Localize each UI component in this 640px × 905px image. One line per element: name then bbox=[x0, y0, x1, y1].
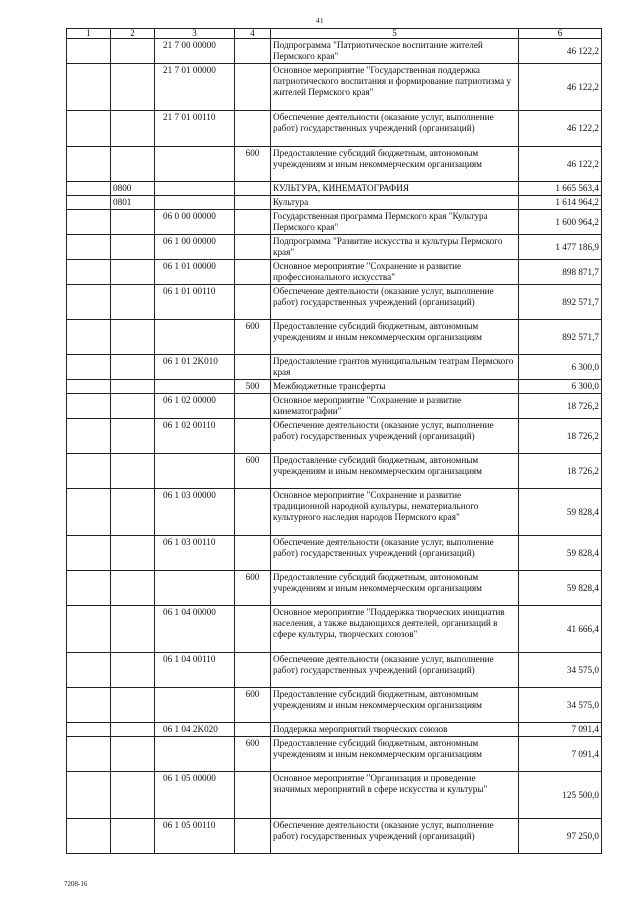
expense-type-cell bbox=[235, 285, 271, 320]
subsection-code-cell bbox=[111, 772, 155, 819]
amount-cell: 898 871,7 bbox=[519, 260, 602, 285]
target-article-cell bbox=[155, 182, 235, 196]
table-row bbox=[67, 571, 602, 606]
subsection-code-cell bbox=[111, 235, 155, 260]
table-row bbox=[67, 394, 602, 419]
amount-cell: 41 666,4 bbox=[519, 606, 602, 653]
target-article-cell: 06 1 00 00000 bbox=[155, 235, 235, 260]
section-cell bbox=[67, 489, 111, 536]
expense-type-cell bbox=[235, 355, 271, 380]
subsection-code-cell bbox=[111, 606, 155, 653]
description-cell: Основное мероприятие "Сохранение и развитие профессионального искусства" bbox=[271, 260, 519, 285]
description-cell: Обеспечение деятельности (оказание услуг, выполнение работ) государственных учреждений (организаций) bbox=[271, 653, 519, 688]
expense-type-cell bbox=[235, 64, 271, 111]
table-row bbox=[67, 39, 602, 64]
section-cell bbox=[67, 688, 111, 723]
subsection-code-cell bbox=[111, 454, 155, 489]
table-row bbox=[67, 380, 602, 394]
description-cell: Предоставление субсидий бюджетным, автономным учреждениям и иным некоммерческим организациям bbox=[271, 147, 519, 182]
subsection-code-cell bbox=[111, 653, 155, 688]
table-row bbox=[67, 536, 602, 571]
subsection-code-cell bbox=[111, 419, 155, 454]
section-cell bbox=[67, 454, 111, 489]
description-cell: Обеспечение деятельности (оказание услуг, выполнение работ) государственных учреждений (организаций) bbox=[271, 536, 519, 571]
subsection-code-cell bbox=[111, 320, 155, 355]
section-cell bbox=[67, 355, 111, 380]
subsection-code-cell bbox=[111, 260, 155, 285]
subsection-code-cell: 0801 bbox=[111, 196, 155, 210]
table-row bbox=[67, 653, 602, 688]
section-cell bbox=[67, 571, 111, 606]
amount-cell: 34 575,0 bbox=[519, 688, 602, 723]
header-col-6: 6 bbox=[519, 29, 602, 39]
section-cell bbox=[67, 147, 111, 182]
table-row bbox=[67, 688, 602, 723]
subsection-code-cell bbox=[111, 285, 155, 320]
description-cell: Основное мероприятие "Поддержка творческих инициатив населения, а также выдающихся деятелей, организаций в сфере культуры, творческих союзов" bbox=[271, 606, 519, 653]
table-row bbox=[67, 355, 602, 380]
expense-type-cell: 600 bbox=[235, 147, 271, 182]
section-cell bbox=[67, 653, 111, 688]
amount-cell: 7 091,4 bbox=[519, 723, 602, 737]
table-row bbox=[67, 111, 602, 147]
target-article-cell bbox=[155, 737, 235, 772]
table-row bbox=[67, 285, 602, 320]
header-row bbox=[67, 29, 602, 39]
target-article-cell: 06 1 04 2K020 bbox=[155, 723, 235, 737]
target-article-cell bbox=[155, 196, 235, 210]
expense-type-cell bbox=[235, 210, 271, 235]
expense-type-cell bbox=[235, 394, 271, 419]
section-cell bbox=[67, 819, 111, 854]
target-article-cell: 06 1 01 2K010 bbox=[155, 355, 235, 380]
table-row bbox=[67, 210, 602, 235]
description-cell: Межбюджетные трансферты bbox=[271, 380, 519, 394]
subsection-code-cell bbox=[111, 210, 155, 235]
section-cell bbox=[67, 260, 111, 285]
description-cell: Обеспечение деятельности (оказание услуг, выполнение работ) государственных учреждений (организаций) bbox=[271, 285, 519, 320]
table-row bbox=[67, 320, 602, 355]
expense-type-cell bbox=[235, 653, 271, 688]
expense-type-cell bbox=[235, 772, 271, 819]
expense-type-cell bbox=[235, 196, 271, 210]
description-cell: Подпрограмма "Патриотическое воспитание жителей Пермского края" bbox=[271, 39, 519, 64]
amount-cell: 125 500,0 bbox=[519, 772, 602, 819]
description-cell: Предоставление субсидий бюджетным, автономным учреждениям и иным некоммерческим организациям bbox=[271, 320, 519, 355]
target-article-cell bbox=[155, 147, 235, 182]
expense-type-cell bbox=[235, 39, 271, 64]
table-row bbox=[67, 64, 602, 111]
description-cell: Основное мероприятие "Сохранение и развитие традиционной народной культуры, нематериального культурного наследия народов Пермского края" bbox=[271, 489, 519, 536]
header-col-5: 5 bbox=[271, 29, 519, 39]
expense-type-cell bbox=[235, 111, 271, 147]
target-article-cell: 06 1 04 00110 bbox=[155, 653, 235, 688]
table-row bbox=[67, 260, 602, 285]
table-row bbox=[67, 196, 602, 210]
budget-table bbox=[66, 28, 602, 854]
description-cell: Поддержка мероприятий творческих союзов bbox=[271, 723, 519, 737]
amount-cell: 97 250,0 bbox=[519, 819, 602, 854]
expense-type-cell bbox=[235, 489, 271, 536]
amount-cell: 46 122,2 bbox=[519, 111, 602, 147]
amount-cell: 46 122,2 bbox=[519, 64, 602, 111]
subsection-code-cell: 0800 bbox=[111, 182, 155, 196]
expense-type-cell: 600 bbox=[235, 737, 271, 772]
footer-code: 7208-16 bbox=[64, 880, 88, 888]
page-number: 41 bbox=[316, 17, 324, 25]
target-article-cell bbox=[155, 380, 235, 394]
subsection-code-cell bbox=[111, 355, 155, 380]
description-cell: Государственная программа Пермского края "Культура Пермского края" bbox=[271, 210, 519, 235]
amount-cell: 7 091,4 bbox=[519, 737, 602, 772]
description-cell: Предоставление субсидий бюджетным, автономным учреждениям и иным некоммерческим организациям bbox=[271, 737, 519, 772]
target-article-cell: 06 1 01 00110 bbox=[155, 285, 235, 320]
subsection-code-cell bbox=[111, 380, 155, 394]
amount-cell: 18 726,2 bbox=[519, 454, 602, 489]
section-cell bbox=[67, 723, 111, 737]
description-cell: Предоставление субсидий бюджетным, автономным учреждениям и иным некоммерческим организациям bbox=[271, 571, 519, 606]
table-row bbox=[67, 147, 602, 182]
subsection-code-cell bbox=[111, 571, 155, 606]
section-cell bbox=[67, 64, 111, 111]
section-cell bbox=[67, 39, 111, 64]
table-row bbox=[67, 737, 602, 772]
amount-cell: 892 571,7 bbox=[519, 320, 602, 355]
amount-cell: 59 828,4 bbox=[519, 571, 602, 606]
target-article-cell: 06 1 03 00110 bbox=[155, 536, 235, 571]
target-article-cell: 21 7 01 00110 bbox=[155, 111, 235, 147]
amount-cell: 59 828,4 bbox=[519, 489, 602, 536]
amount-cell: 1 600 964,2 bbox=[519, 210, 602, 235]
section-cell bbox=[67, 772, 111, 819]
description-cell: Предоставление субсидий бюджетным, автономным учреждениям и иным некоммерческим организациям bbox=[271, 454, 519, 489]
section-cell bbox=[67, 320, 111, 355]
subsection-code-cell bbox=[111, 723, 155, 737]
subsection-code-cell bbox=[111, 147, 155, 182]
target-article-cell: 06 1 05 00000 bbox=[155, 772, 235, 819]
section-cell bbox=[67, 182, 111, 196]
description-cell: Основное мероприятие "Организация и проведение значимых мероприятий в сфере искусства и культуры" bbox=[271, 772, 519, 819]
amount-cell: 892 571,7 bbox=[519, 285, 602, 320]
amount-cell: 18 726,2 bbox=[519, 394, 602, 419]
subsection-code-cell bbox=[111, 64, 155, 111]
expense-type-cell bbox=[235, 819, 271, 854]
amount-cell: 6 300,0 bbox=[519, 380, 602, 394]
expense-type-cell: 600 bbox=[235, 454, 271, 489]
description-cell: Основное мероприятие "Государственная поддержка патриотического воспитания и формирование патриотизма у жителей Пермского края" bbox=[271, 64, 519, 111]
amount-cell: 34 575,0 bbox=[519, 653, 602, 688]
target-article-cell: 21 7 00 00000 bbox=[155, 39, 235, 64]
expense-type-cell: 600 bbox=[235, 320, 271, 355]
amount-cell: 1 477 186,9 bbox=[519, 235, 602, 260]
subsection-code-cell bbox=[111, 39, 155, 64]
target-article-cell bbox=[155, 454, 235, 489]
section-cell bbox=[67, 380, 111, 394]
header-col-1: 1 bbox=[67, 29, 111, 39]
table-row bbox=[67, 182, 602, 196]
target-article-cell: 06 1 05 00110 bbox=[155, 819, 235, 854]
target-article-cell bbox=[155, 320, 235, 355]
table-row bbox=[67, 772, 602, 819]
subsection-code-cell bbox=[111, 737, 155, 772]
section-cell bbox=[67, 210, 111, 235]
expense-type-cell bbox=[235, 723, 271, 737]
amount-cell: 1 665 563,4 bbox=[519, 182, 602, 196]
table-row bbox=[67, 419, 602, 454]
expense-type-cell: 600 bbox=[235, 688, 271, 723]
table-row bbox=[67, 454, 602, 489]
expense-type-cell: 500 bbox=[235, 380, 271, 394]
section-cell bbox=[67, 737, 111, 772]
subsection-code-cell bbox=[111, 819, 155, 854]
section-cell bbox=[67, 536, 111, 571]
expense-type-cell bbox=[235, 235, 271, 260]
amount-cell: 46 122,2 bbox=[519, 147, 602, 182]
expense-type-cell bbox=[235, 260, 271, 285]
header-col-3: 3 bbox=[155, 29, 235, 39]
table-row bbox=[67, 489, 602, 536]
subsection-code-cell bbox=[111, 536, 155, 571]
amount-cell: 46 122,2 bbox=[519, 39, 602, 64]
amount-cell: 6 300,0 bbox=[519, 355, 602, 380]
amount-cell: 18 726,2 bbox=[519, 419, 602, 454]
section-cell bbox=[67, 235, 111, 260]
target-article-cell bbox=[155, 688, 235, 723]
expense-type-cell bbox=[235, 606, 271, 653]
target-article-cell: 06 1 03 00000 bbox=[155, 489, 235, 536]
target-article-cell: 06 0 00 00000 bbox=[155, 210, 235, 235]
section-cell bbox=[67, 394, 111, 419]
section-cell bbox=[67, 111, 111, 147]
description-cell: КУЛЬТУРА, КИНЕМАТОГРАФИЯ bbox=[271, 182, 519, 196]
expense-type-cell: 600 bbox=[235, 571, 271, 606]
amount-cell: 1 614 964,2 bbox=[519, 196, 602, 210]
target-article-cell bbox=[155, 571, 235, 606]
description-cell: Предоставление грантов муниципальным театрам Пермского края bbox=[271, 355, 519, 380]
description-cell: Подпрограмма "Развитие искусства и культуры Пермского края" bbox=[271, 235, 519, 260]
section-cell bbox=[67, 606, 111, 653]
subsection-code-cell bbox=[111, 489, 155, 536]
header-col-2: 2 bbox=[111, 29, 155, 39]
table-row bbox=[67, 235, 602, 260]
target-article-cell: 06 1 02 00000 bbox=[155, 394, 235, 419]
target-article-cell: 21 7 01 00000 bbox=[155, 64, 235, 111]
description-cell: Предоставление субсидий бюджетным, автономным учреждениям и иным некоммерческим организациям bbox=[271, 688, 519, 723]
section-cell bbox=[67, 196, 111, 210]
description-cell: Основное мероприятие "Сохранение и развитие кинематографии" bbox=[271, 394, 519, 419]
table-row bbox=[67, 606, 602, 653]
target-article-cell: 06 1 01 00000 bbox=[155, 260, 235, 285]
expense-type-cell bbox=[235, 536, 271, 571]
section-cell bbox=[67, 285, 111, 320]
section-cell bbox=[67, 419, 111, 454]
expense-type-cell bbox=[235, 182, 271, 196]
table-row bbox=[67, 819, 602, 854]
subsection-code-cell bbox=[111, 688, 155, 723]
target-article-cell: 06 1 02 00110 bbox=[155, 419, 235, 454]
table-row bbox=[67, 723, 602, 737]
description-cell: Культура bbox=[271, 196, 519, 210]
target-article-cell: 06 1 04 00000 bbox=[155, 606, 235, 653]
expense-type-cell bbox=[235, 419, 271, 454]
description-cell: Обеспечение деятельности (оказание услуг, выполнение работ) государственных учреждений (организаций) bbox=[271, 419, 519, 454]
description-cell: Обеспечение деятельности (оказание услуг, выполнение работ) государственных учреждений (организаций) bbox=[271, 819, 519, 854]
subsection-code-cell bbox=[111, 111, 155, 147]
amount-cell: 59 828,4 bbox=[519, 536, 602, 571]
subsection-code-cell bbox=[111, 394, 155, 419]
description-cell: Обеспечение деятельности (оказание услуг, выполнение работ) государственных учреждений (организаций) bbox=[271, 111, 519, 147]
header-col-4: 4 bbox=[235, 29, 271, 39]
